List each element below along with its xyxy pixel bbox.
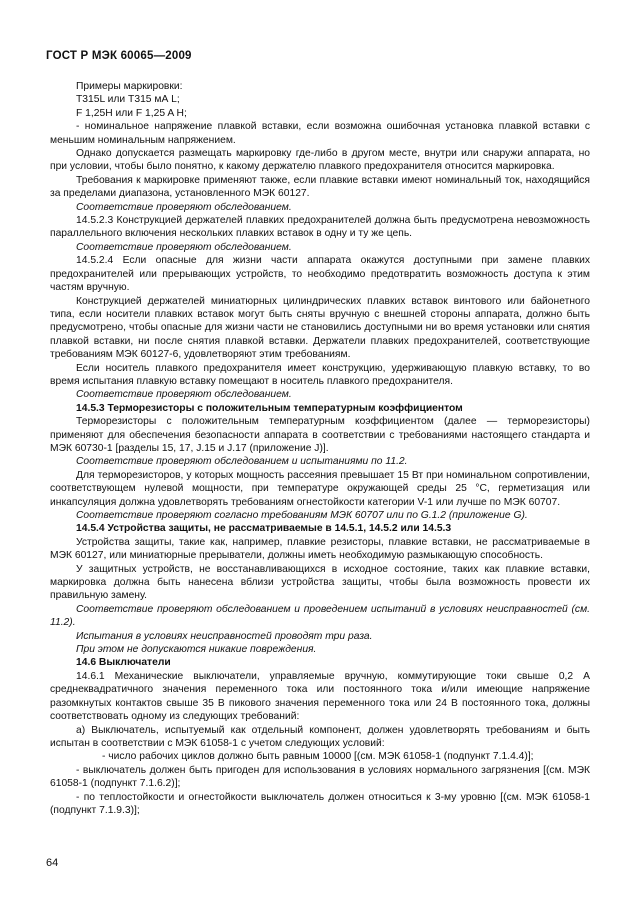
compliance-note: Соответствие проверяют согласно требованиям МЭК 60707 или по G.1.2 (приложение G). <box>76 510 528 521</box>
list-item: - выключатель должен быть пригоден для использования в условиях нормального загрязнения [(см. МЭК 61058-1 (подпункт 7.1.6.2)]; <box>50 764 590 790</box>
compliance-note: Соответствие проверяют обследованием. <box>76 389 292 401</box>
page-body <box>50 80 590 817</box>
list-item: - число рабочих циклов должно быть равным 10000 [(см. МЭК 61058-1 (подпункт 7.1.4.4)]; <box>102 751 534 763</box>
page-number: 64 <box>46 857 59 869</box>
compliance-note: Соответствие проверяют обследованием и испытаниями по 11.2. <box>76 456 408 468</box>
list-item: - по теплостойкости и огнестойкости выключатель должен относиться к 3-му уровню [(см. МЭК 61058-1 (подпункт 7.1.9.3)]; <box>50 791 590 816</box>
paragraph: - номинальное напряжение плавкой вставки, если возможна ошибочная установка плавкой вставки с меньшим номинальным напряжением. <box>50 121 590 146</box>
paragraph: Требования к маркировке применяют также, если плавкие вставки имеют номинальный ток, находящийся за пределами диапазона, установленного МЭК 60127. <box>50 174 590 200</box>
paragraph: F 1,25H или F 1,25 A H; <box>76 107 187 119</box>
clause-14-5-2-3: 14.5.2.3 Конструкцией держателей плавких предохранителей должна быть предусмотрена невозможность параллельного включения нескольких плавких вставок в одну и ту же цепь. <box>50 215 590 240</box>
paragraph: У защитных устройств, не восстанавливающихся в исходное состояние, таких как плавкие вставки, маркировка должна быть нанесена вблизи устройства защиты, чтобы была возможность провести их правильную замену. <box>50 563 590 602</box>
paragraph: Терморезисторы с положительным температурным коэффициентом (далее — терморезисторы) применяют для обеспечения безопасности аппарата в соответствии с требованиями настоящего стандарта и МЭК 60730-1 [разделы 15, 17, J.15 и J.17 (приложение J)]. <box>50 416 590 454</box>
compliance-note: Соответствие проверяют обследованием. <box>76 241 292 253</box>
clause-14-5-2-4: 14.5.2.4 Если опасные для жизни части аппарата окажутся доступными при замене плавких предохранителей или прерывающих устройств, то необходимо предотвратить возможность доступа к этим частям вручную. <box>50 255 590 294</box>
compliance-note: При этом не допускаются никакие повреждения. <box>76 644 317 656</box>
paragraph: T315L или T315 мА L; <box>76 94 180 106</box>
document-header: ГОСТ Р МЭК 60065—2009 <box>46 50 192 62</box>
paragraph: Конструкцией держателей миниатюрных цилиндрических плавких вставок винтового или байонетного типа, если носители плавких вставок могут быть сняты вручную с внешней стороны аппарата, должно быть предусмотрено, чтобы опасные для жизни части не становились доступными ни во время установки или снятия плавкой вставки, ни после снятия плавкой вставки. Держатели плавких предохранителей, соответствующие требованиям МЭК 60127-6, удовлетворяют этим требованиям. <box>50 295 590 361</box>
compliance-note: Соответствие проверяют обследованием. <box>76 201 292 213</box>
compliance-note: Испытания в условиях неисправностей проводят три раза. <box>76 630 373 642</box>
clause-14-6-1: 14.6.1 Механические выключатели, управляемые вручную, коммутирующие токи свыше 0,2 А среднеквадратичного значения переменного тока или постоянного тока и/или имеющие напряжение разомкнутых контактов свыше 35 В пикового значения переменного тока или 24 В постоянного тока, должны соответствовать одному из следующих требований: <box>50 670 590 723</box>
paragraph: Для терморезисторов, у которых мощность рассеяния превышает 15 Вт при номинальном сопротивлении, соответствующем нулевой мощности, при температуре окружающей среды 25 °С, герметизация или инкапсуляция должна удовлетворять требованиям огнестойкости категории V-1 или лучше по МЭК 60707. <box>50 469 590 508</box>
paragraph: Если носитель плавкого предохранителя имеет конструкцию, удерживающую плавкую вставку, то во время испытания плавкую вставку помещают в носитель плавкого предохранителя. <box>50 362 590 387</box>
section-heading-14-6: 14.6 Выключатели <box>76 657 171 669</box>
paragraph: Примеры маркировки: <box>76 81 183 92</box>
section-heading-14-5-3: 14.5.3 Терморезисторы с положительным температурным коэффициентом <box>76 402 463 414</box>
section-heading-14-5-4: 14.5.4 Устройства защиты, не рассматриваемые в 14.5.1, 14.5.2 или 14.5.3 <box>76 523 452 535</box>
list-item: а) Выключатель, испытуемый как отдельный компонент, должен удовлетворять требованиям и быть испытан в соответствии с МЭК 61058-1 с учетом следующих условий: <box>50 724 590 749</box>
compliance-note: Соответствие проверяют обследованием и проведением испытаний в условиях неисправностей (см. 11.2). <box>50 603 590 629</box>
paragraph: Устройства защиты, такие как, например, плавкие резисторы, плавкие вставки, не рассматриваемые в МЭК 60127, или миниатюрные прерыватели, должны иметь необходимую размыкающую способность. <box>50 536 590 562</box>
paragraph: Однако допускается размещать маркировку где-либо в другом месте, внутри или снаружи аппарата, но при условии, чтобы было понятно, к какому держателю плавкого предохранителя относится маркировка. <box>50 148 590 173</box>
